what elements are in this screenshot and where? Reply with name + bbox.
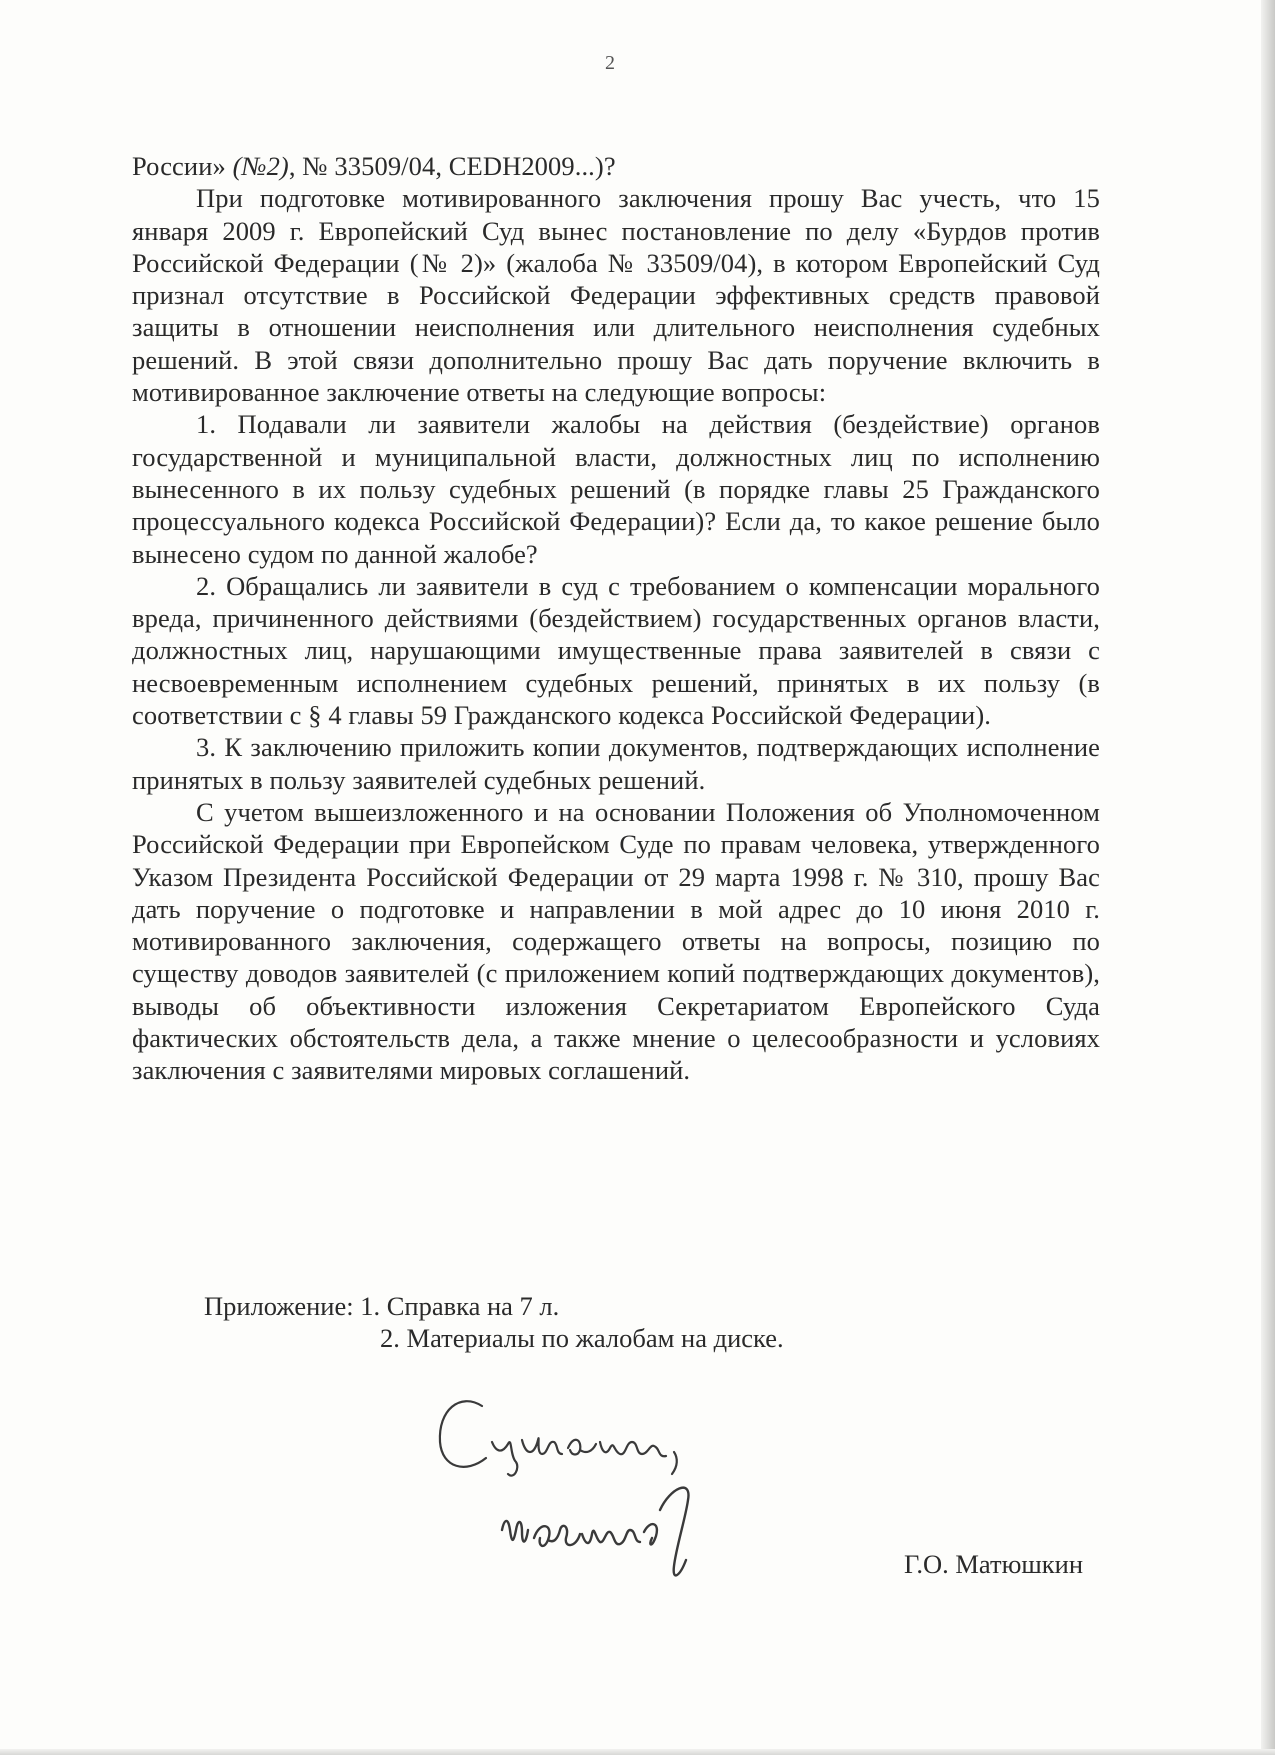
scan-edge-shadow [1261,0,1275,1755]
page-number: 2 [605,52,615,74]
paragraph-1 [132,150,1100,182]
letter-body [132,150,1100,1087]
signer-name: Г.О. Матюшкин [904,1549,1084,1579]
paragraph-6 [132,796,1100,1087]
paragraph-4 [132,570,1100,731]
signature-scrawl [502,1521,528,1542]
attachments-line-1: Приложение: 1. Справка на 7 л. [204,1291,560,1321]
paragraph-6-segment-1: С учетом вышеизложенного и на основании Положения об Уполномоченном Российской Федерации при Европейском Суде по правам человека, утвержденного Указом Президента Российской Федерации от 29 марта 1998 г. № 310, прошу Вас дать поручение о подготовке и направлении в мой адрес до 10 июня 2010 г. мотивированного заключения, содержащего ответы на вопросы, позицию по существу доводов заявителей (с приложением копий подтверждающих документов), выводы об объективности изложения Секретариатом Европейского Суда фактических обстоятельств дела, а также мнение о целесообразности и условиях заключения с заявителями мировых соглашений. [132,796,1100,1086]
paragraph-3 [132,408,1100,569]
paragraph-1-segment-3: , № 33509/04, CEDH2009...)? [288,151,616,181]
attachments-line-2: 2. Материалы по жалобам на диске. [380,1323,784,1353]
handwritten-signature [430,1370,790,1600]
paragraph-1-segment-2: (№2) [232,151,289,181]
scan-edge-bottom [0,1749,1275,1755]
paragraph-4-segment-1: 2. Обращались ли заявители в суд с требованием о компенсации морального вреда, причиненного действиями (бездействием) государственных органов власти, должностных лиц, нарушающими имущественные права заявителей в связи с несвоевременным исполнением судебных решений, принятых в их пользу (в соответствии с § 4 главы 59 Гражданского кодекса Российской Федерации). [132,570,1100,731]
paragraph-5-segment-1: 3. К заключению приложить копии документов, подтверждающих исполнение принятых в пользу заявителей судебных решений. [132,732,1100,795]
paragraph-5 [132,731,1100,796]
paragraph-2-segment-1: При подготовке мотивированного заключения прошу Вас учесть, что 15 января 2009 г. Европейский Суд вынес постановление по делу «Бурдов против Российской Федерации (№ 2)» (жалоба № 33509/04), в котором Европейский Суд признал отсутствие в Российской Федерации эффективных средств правовой защиты в отношении неисполнения или длительного неисполнения судебных решений. В этой связи дополнительно прошу Вас дать поручение включить в мотивированное заключение ответы на следующие вопросы: [132,183,1100,408]
paragraph-2 [132,182,1100,408]
paragraph-1-segment-1: России» [132,151,233,181]
handwriting-closing [440,1401,486,1467]
paragraph-3-segment-1: 1. Подавали ли заявители жалобы на действия (бездействие) органов государственной и муниципальной власти, должностных лиц по исполнению вынесенного в их пользу судебных решений (в порядке главы 25 Гражданского процессуального кодекса Российской Федерации)? Если да, то какое решение было вынесено судом по данной жалобе? [132,409,1100,569]
